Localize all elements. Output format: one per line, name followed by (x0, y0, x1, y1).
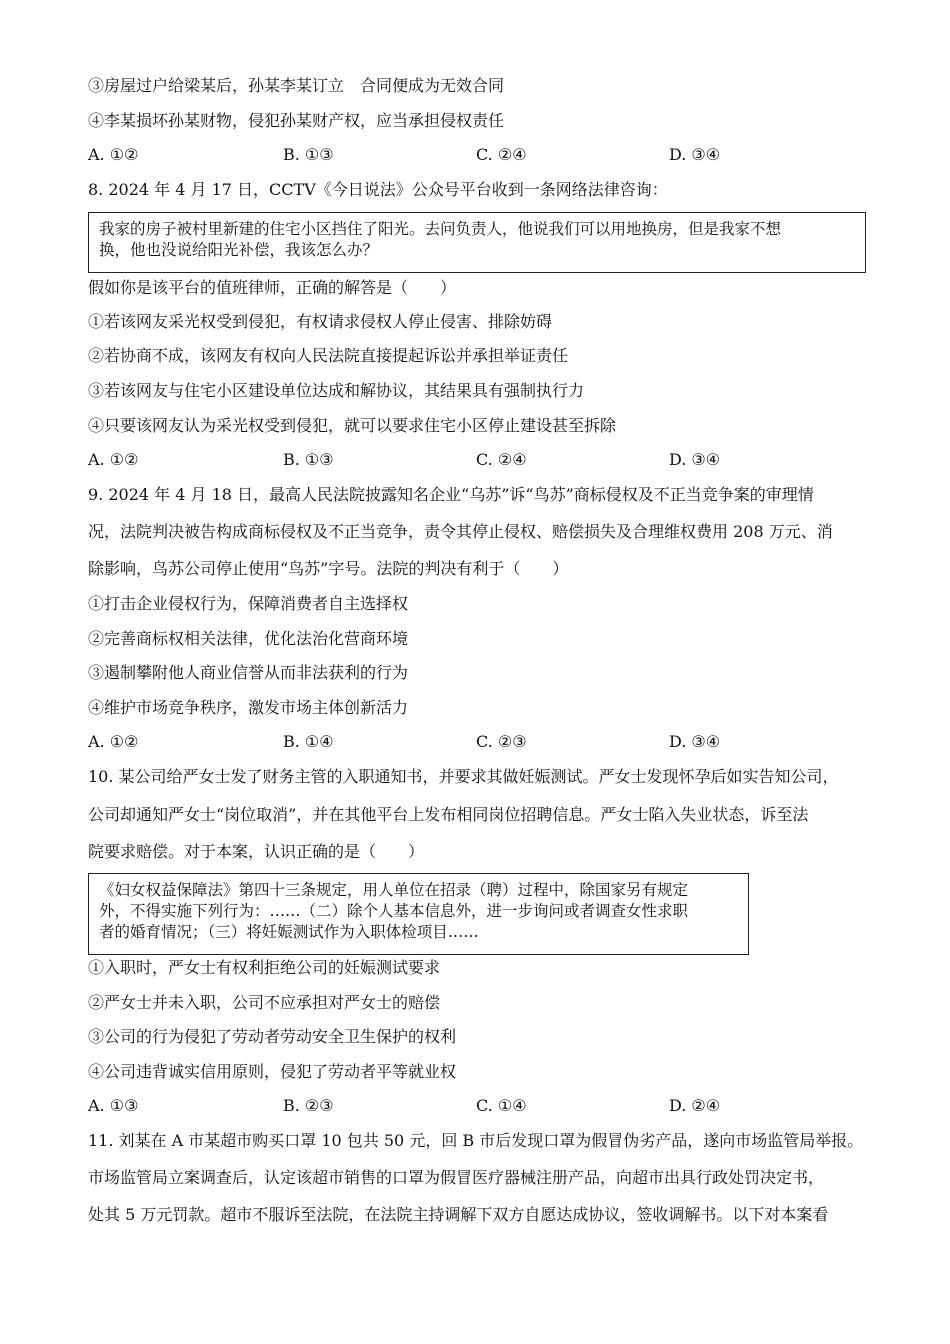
q8-option-a: A. ①② (88, 450, 139, 469)
q8-statement-1: ①若该网友采光权受到侵犯，有权请求侵权人停止侵害、排除妨碍 (88, 312, 553, 331)
q9-options (88, 732, 868, 752)
q9-option-c: C. ②③ (476, 732, 527, 751)
q7-option-b: B. ①③ (283, 145, 334, 164)
q8-box-line: 换，他也没说给阳光补偿，我该怎么办？ (99, 241, 379, 259)
q7-statement-4: ④李某损坏孙某财物，侵犯孙某财产权，应当承担侵权责任 (88, 111, 505, 130)
q8-consultation-box (88, 212, 866, 273)
q8-question: 假如你是该平台的值班律师，正确的解答是（ ） (88, 278, 457, 297)
q10-statement-2: ②严女士并未入职，公司不应承担对严女士的赔偿 (88, 993, 441, 1012)
q9-option-d: D. ③④ (669, 732, 721, 751)
q8-statement-3: ③若该网友与住宅小区建设单位达成和解协议，其结果具有强制执行力 (88, 381, 585, 400)
q10-option-d: D. ②④ (669, 1096, 721, 1115)
q9-statement-4: ④维护市场竞争秩序，激发市场主体创新活力 (88, 698, 409, 717)
q9-stem-line-2: 况，法院判决被告构成商标侵权及不正当竞争，责令其停止侵权、赔偿损失及合理维权费用 208 万元、消 (88, 522, 833, 541)
q10-box-line: 外，不得实施下列行为：……（二）除个人基本信息外，进一步询问或者调查女性求职 (99, 902, 689, 920)
q7-option-d: D. ③④ (669, 145, 721, 164)
q9-option-b: B. ①④ (283, 732, 334, 751)
q8-statement-4: ④只要该网友认为采光权受到侵犯，就可以要求住宅小区停止建设甚至拆除 (88, 416, 617, 435)
q10-box-line: 《妇女权益保障法》第四十三条规定，用人单位在招录（聘）过程中，除国家另有规定 (99, 881, 689, 899)
q11-stem-line-2: 市场监管局立案调查后，认定该超市销售的口罩为假冒医疗器械注册产品，向超市出具行政处罚决定书， (88, 1168, 825, 1187)
q7-option-c: C. ②④ (476, 145, 527, 164)
q9-statement-2: ②完善商标权相关法律，优化法治化营商环境 (88, 629, 409, 648)
q10-stem-line-2: 公司却通知严女士“岗位取消”，并在其他平台上发布相同岗位招聘信息。严女士陷入失业状态，诉至法 (88, 805, 809, 824)
q10-option-a: A. ①③ (88, 1096, 139, 1115)
q10-box-line: 者的婚育情况；（三）将妊娠测试作为入职体检项目…… (99, 923, 479, 941)
q8-option-b: B. ①③ (283, 450, 334, 469)
q9-statement-1: ①打击企业侵权行为，保障消费者自主选择权 (88, 594, 409, 613)
q10-statement-4: ④公司违背诚实信用原则，侵犯了劳动者平等就业权 (88, 1062, 457, 1081)
q11-stem-line-3: 处其 5 万元罚款。超市不服诉至法院，在法院主持调解下双方自愿达成协议，签收调解书。以下对本案看 (88, 1205, 829, 1224)
q7-statement-3: ③房屋过户给梁某后，孙某李某订立 合同便成为无效合同 (88, 76, 505, 95)
q9-statement-3: ③遏制攀附他人商业信誉从而非法获利的行为 (88, 663, 409, 682)
q9-option-a: A. ①② (88, 732, 139, 751)
q10-stem-line-3: 院要求赔偿。对于本案，认识正确的是（ ） (88, 842, 425, 861)
q8-option-d: D. ③④ (669, 450, 721, 469)
q7-option-a: A. ①② (88, 145, 139, 164)
q9-stem-line-1: 9. 2024 年 4 月 18 日，最高人民法院披露知名企业“乌苏”诉“鸟苏”商标侵权及不正当竞争案的审理情 (88, 485, 814, 504)
q8-option-c: C. ②④ (476, 450, 527, 469)
q10-law-excerpt-box (88, 873, 749, 955)
q8-options (88, 450, 868, 470)
q10-statement-1: ①入职时，严女士有权利拒绝公司的妊娠测试要求 (88, 958, 441, 977)
q10-stem-line-1: 10. 某公司给严女士发了财务主管的入职通知书，并要求其做妊娠测试。严女士发现怀孕后如实告知公司， (88, 767, 839, 786)
q11-stem-line-1: 11. 刘某在 A 市某超市购买口罩 10 包共 50 元，回 B 市后发现口罩为假冒伪劣产品，遂向市场监管局举报。 (88, 1131, 864, 1150)
q8-box-line: 我家的房子被村里新建的住宅小区挡住了阳光。去问负责人，他说我们可以用地换房，但是我家不想 (99, 220, 782, 238)
q8-stem: 8. 2024 年 4 月 17 日，CCTV《今日说法》公众号平台收到一条网络法律咨询： (88, 180, 668, 199)
q7-options (88, 145, 868, 165)
q10-options (88, 1096, 868, 1116)
q8-statement-2: ②若协商不成，该网友有权向人民法院直接提起诉讼并承担举证责任 (88, 346, 569, 365)
q10-statement-3: ③公司的行为侵犯了劳动者劳动安全卫生保护的权利 (88, 1027, 457, 1046)
q10-option-c: C. ①④ (476, 1096, 527, 1115)
q10-option-b: B. ②③ (283, 1096, 334, 1115)
q9-stem-line-3: 除影响，鸟苏公司停止使用“鸟苏”字号。法院的判决有利于（ ） (88, 559, 569, 578)
